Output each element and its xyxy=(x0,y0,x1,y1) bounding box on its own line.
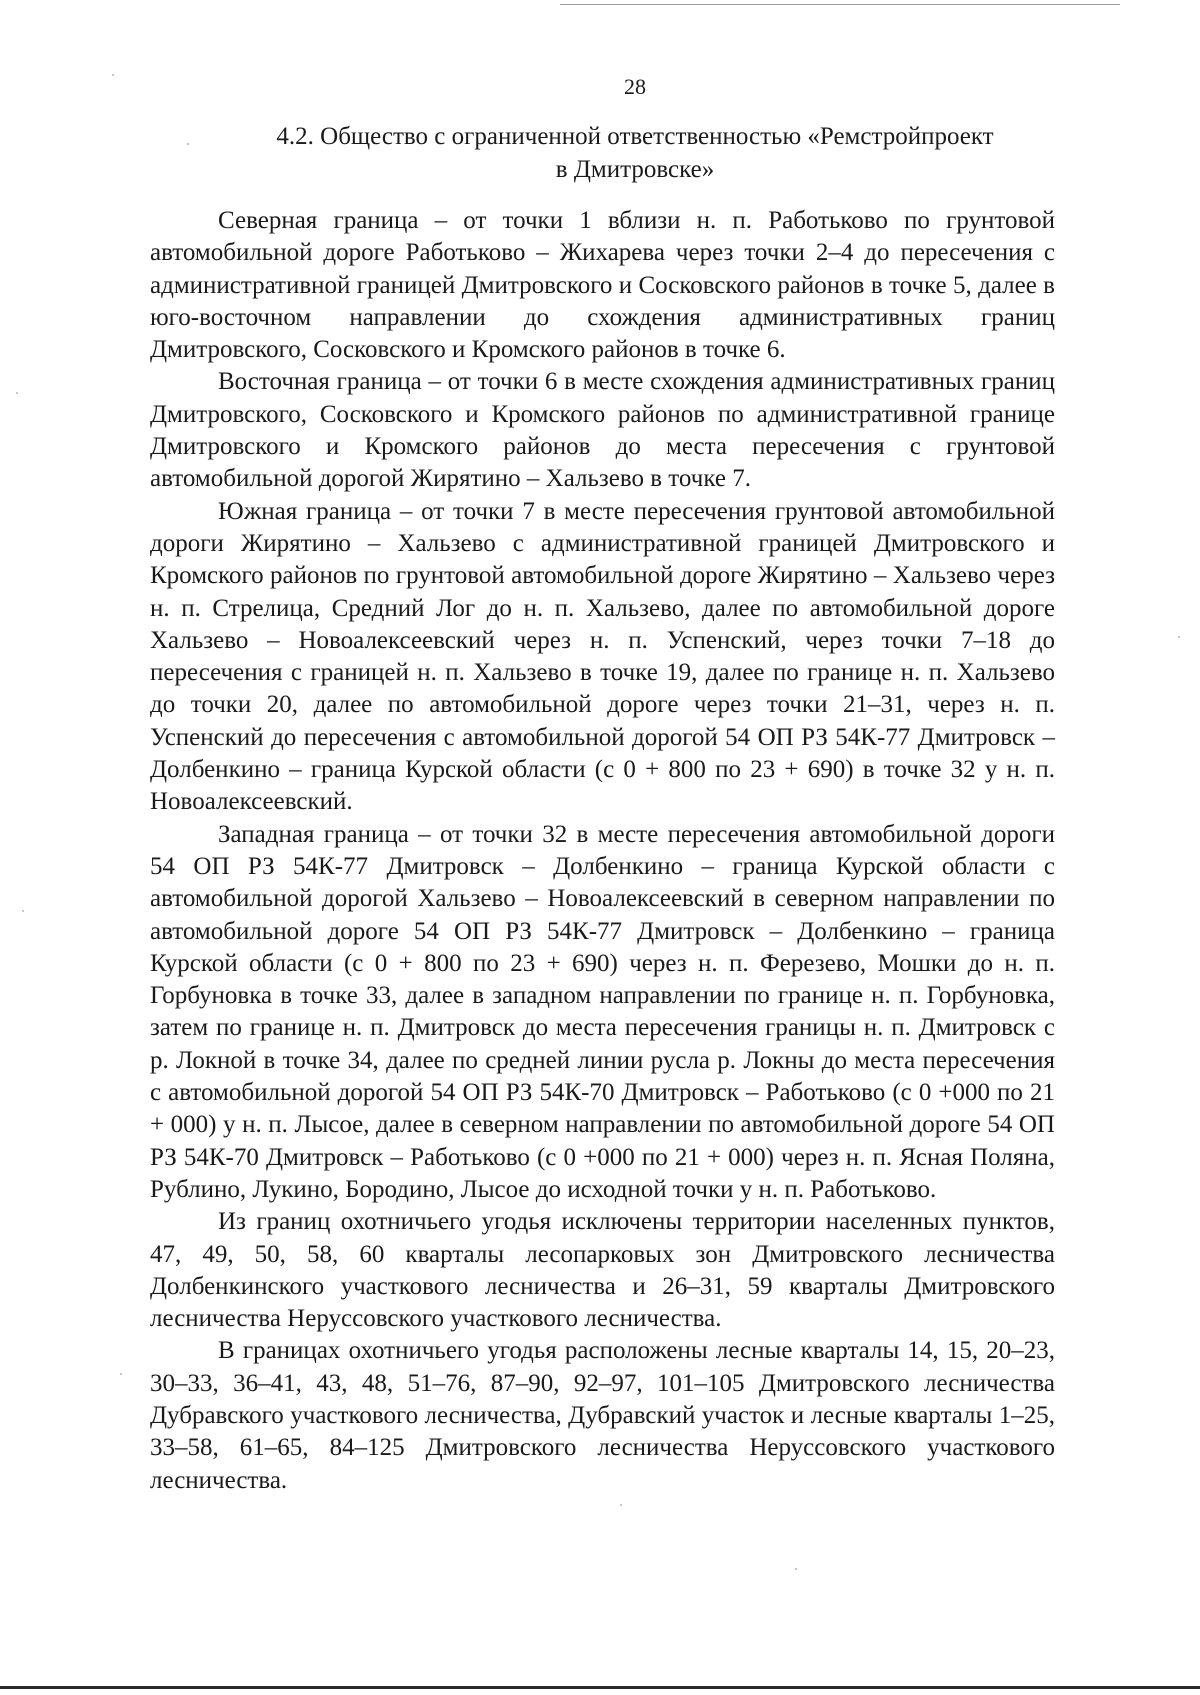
section-heading-line-2: в Дмитровске» xyxy=(555,156,715,183)
document-body xyxy=(150,205,1055,1497)
section-heading xyxy=(200,120,1070,186)
scan-edge-top xyxy=(560,4,1120,5)
scan-speck xyxy=(620,1504,622,1506)
scan-speck xyxy=(1178,636,1180,638)
paragraph-south-boundary: Южная граница – от точки 7 в месте пересечения грунтовой автомобильной дороги Жирятино – Хальзево с административной границей Дмитровского и Кромского районов по грунтовой автомобильной дороге Жирятино – Хальзево через н. п. Стрелица, Средний Лог до н. п. Хальзево, далее по автомобильной дороге Хальзево – Новоалексеевский через н. п. Успенский, через точки 7–18 до пересечения с границей н. п. Хальзево в точке 19, далее по границе н. п. Хальзево до точки 20, далее по автомобильной дороге через точки 21–31, через н. п. Успенский до пересечения с автомобильной дорогой 54 ОП РЗ 54К-77 Дмитровск – Долбенкино – граница Курской области (с 0 + 800 по 23 + 690) в точке 32 у н. п. Новоалексеевский. xyxy=(150,497,1055,816)
paragraph-west-boundary: Западная граница – от точки 32 в месте пересечения автомобильной дороги 54 ОП РЗ 54К-77 Дмитровск – Долбенкино – граница Курской области с автомобильной дорогой Хальзево – Новоалексеевский в северном направлении по автомобильной дороге 54 ОП РЗ 54К-77 Дмитровск – Долбенкино – граница Курской области (с 0 + 800 по 23 + 690) через н. п. Ферезево, Мошки до н. п. Горбуновка в точке 33, далее в западном направлении по границе н. п. Горбуновка, затем по границе н. п. Дмитровск до места пересечения границы н. п. Дмитровск с р. Локной в точке 34, далее по средней линии русла р. Локны до места пересечения с автомобильной дорогой 54 ОП РЗ 54К-70 Дмитровск – Работьково (с 0 +000 по 21 + 000) у н. п. Лысое, далее в северном направлении по автомобильной дороге 54 ОП РЗ 54К-70 Дмитровск – Работьково (с 0 +000 по 21 + 000) через н. п. Ясная Поляна, Рублино, Лукино, Бородино, Лысое до исходной точки у н. п. Работьково. xyxy=(150,820,1055,1203)
paragraph-forest-quarters: В границах охотничьего угодья расположены лесные кварталы 14, 15, 20–23, 30–33, 36–41, 43, 48, 51–76, 87–90, 92–97, 101–105 Дмитровского лесничества Дубравского участкового лесничества, Дубравский участок и лесные кварталы 1–25, 33–58, 61–65, 84–125 Дмитровского лесничества Неруссовского участкового лесничества. xyxy=(150,1337,1055,1494)
section-heading-line-1: 4.2. Общество с ограниченной ответственностью «Ремстройпроект xyxy=(276,123,994,150)
scan-speck xyxy=(120,1373,122,1375)
scan-edge-bottom xyxy=(0,1686,1200,1689)
scan-speck xyxy=(16,392,18,394)
scan-speck xyxy=(22,910,24,912)
paragraph-east-boundary: Восточная граница – от точки 6 в месте схождения административных границ Дмитровского, Сосковского и Кромского районов по административной границе Дмитровского и Кромского районов до места пересечения с грунтовой автомобильной дорогой Жирятино – Хальзево в точке 7. xyxy=(150,368,1055,493)
page-number: 28 xyxy=(624,74,646,99)
scan-speck xyxy=(187,143,189,145)
scan-speck xyxy=(112,74,114,76)
paragraph-exclusions: Из границ охотничьего угодья исключены территории населенных пунктов, 47, 49, 50, 58, 60 кварталы лесопарковых зон Дмитровского лесничества Долбенкинского участкового лесничества и 26–31, 59 кварталы Дмитровского лесничества Неруссовского участкового лесничества. xyxy=(150,1208,1055,1333)
paragraph-north-boundary: Северная граница – от точки 1 вблизи н. п. Работьково по грунтовой автомобильной дороге Работьково – Жихарева через точки 2–4 до пересечения с административной границей Дмитровского и Сосковского районов в точке 5, далее в юго-восточном направлении до схождения административных границ Дмитровского, Сосковского и Кромского районов в точке 6. xyxy=(150,207,1055,364)
scan-speck xyxy=(795,1568,797,1570)
